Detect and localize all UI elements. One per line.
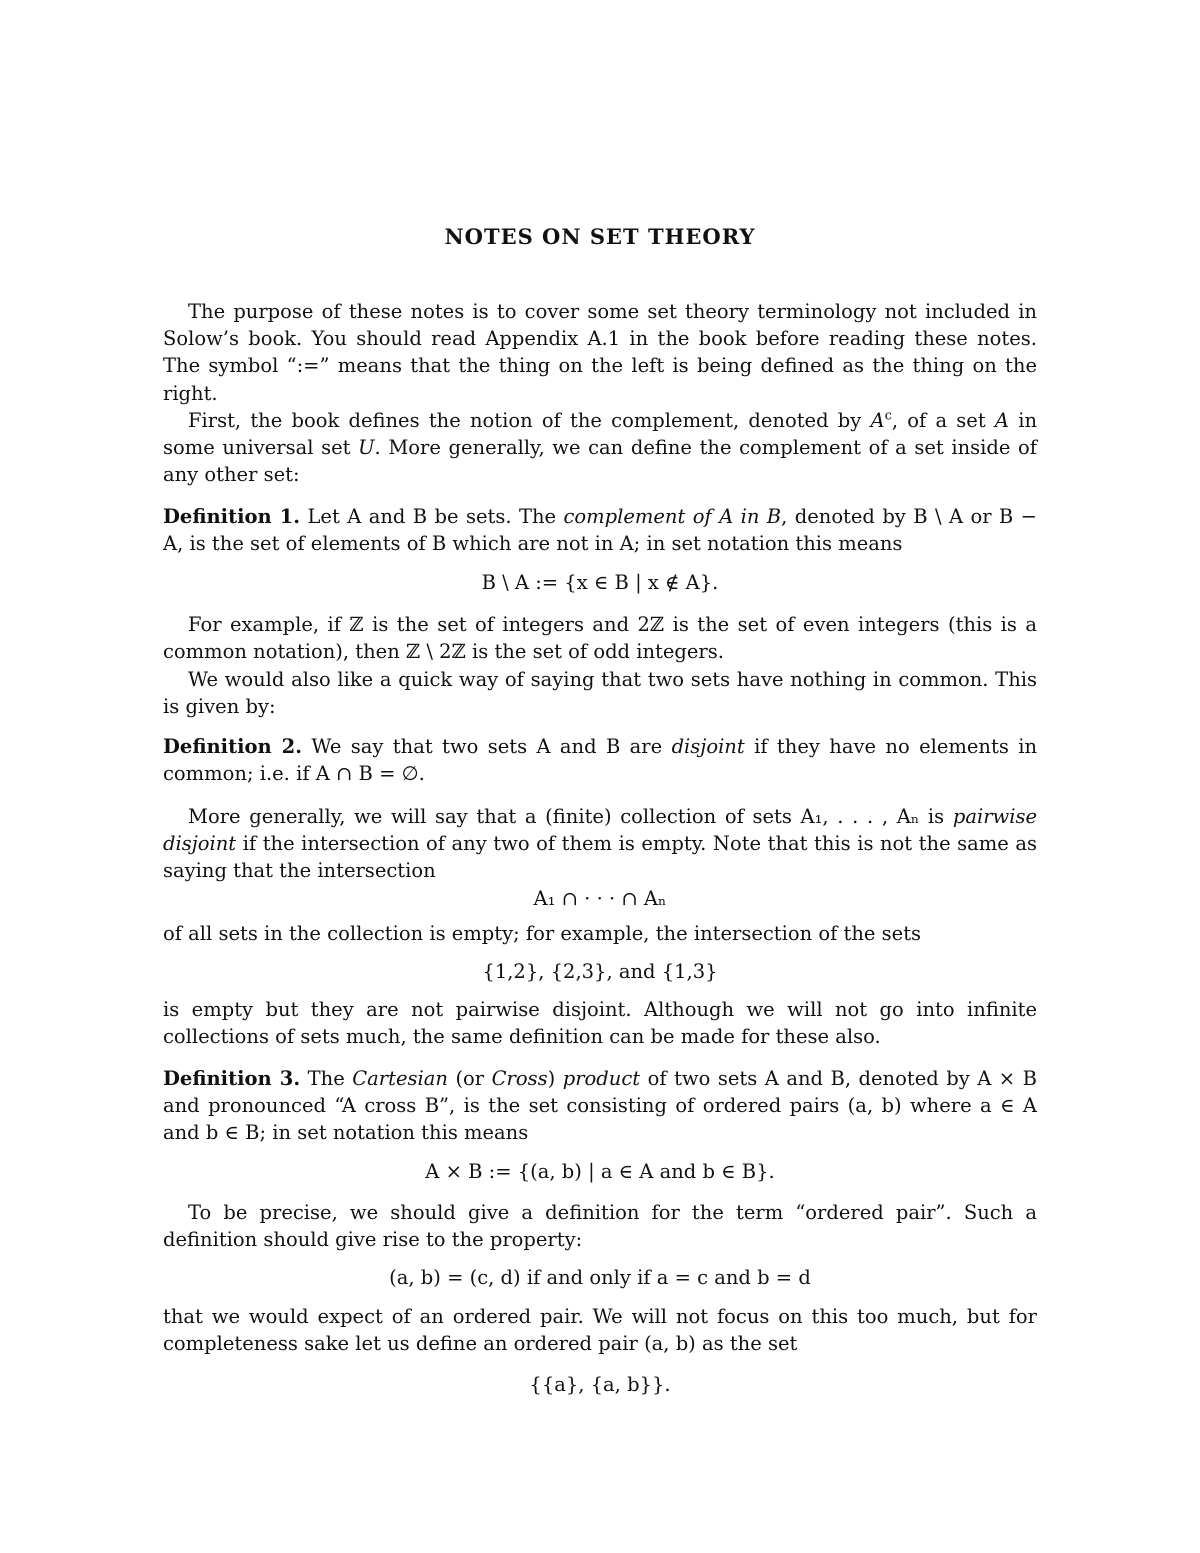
- precise-paragraph: To be precise, we should give a definition for the term “ordered pair”. Such a definition should give rise to the property:: [163, 1201, 1037, 1252]
- definition-3-formula: A × B := {(a, b) | a ∈ A and b ∈ B}.: [425, 1160, 775, 1183]
- intersection-formula: A₁ ∩ · · · ∩ Aₙ: [533, 887, 667, 910]
- quick-way-paragraph: We would also like a quick way of saying that two sets have nothing in common. This is given by:: [163, 668, 1037, 719]
- definition-1-formula: B \ A := {x ∈ B | x ∉ A}.: [481, 571, 719, 594]
- pairwise-paragraph: More generally, we will say that a (finite) collection of sets A₁, . . . , Aₙ is pairwise disjoint if the intersection of any two of them is empty. Note that this is not the same as saying that the intersection: [163, 805, 1037, 883]
- definition-2-term: disjoint: [671, 735, 745, 758]
- definition-3: Definition 3. The Cartesian (or Cross) product of two sets A and B, denoted by A × B and pronounced “A cross B”, is the set consisting of ordered pairs (a, b) where a ∈ A and b ∈ B; in set notation this means: [163, 1067, 1037, 1145]
- definition-1-label: Definition 1.: [163, 505, 301, 528]
- complement-paragraph: First, the book defines the notion of the complement, denoted by $A^c$, of a set A in some universal set U. More generally, we can define the complement of a set inside of any other set:: [163, 408, 1038, 487]
- expect-paragraph: that we would expect of an ordered pair. We will not focus on this too much, but for completeness sake let us define an ordered pair (a, b) as the set: [163, 1305, 1037, 1356]
- sets-formula: {1,2}, {2,3}, and {1,3}: [482, 960, 718, 983]
- definition-1-term: complement of A in B: [563, 505, 782, 528]
- pair-property-formula: (a, b) = (c, d) if and only if a = c and b = d: [389, 1266, 811, 1289]
- page-title: NOTES ON SET THEORY: [444, 224, 756, 249]
- definition-2-label: Definition 2.: [163, 735, 303, 758]
- example-paragraph: For example, if ℤ is the set of integers and 2ℤ is the set of even integers (this is a common notation), then ℤ \ 2ℤ is the set of odd integers.: [163, 613, 1037, 664]
- pair-set-formula: {{a}, {a, b}}.: [529, 1373, 671, 1396]
- intro-paragraph: The purpose of these notes is to cover some set theory terminology not included in Solow’s book. You should read Appendix A.1 in the book before reading these notes. The symbol “:=” means that the thing on the left is being defined as the thing on the right.: [163, 300, 1037, 405]
- all-sets-paragraph: of all sets in the collection is empty; for example, the intersection of the sets: [163, 922, 922, 945]
- definition-2: Definition 2. We say that two sets A and B are disjoint if they have no elements in common; i.e. if A ∩ B = ∅.: [163, 735, 1037, 786]
- empty-paragraph: is empty but they are not pairwise disjoint. Although we will not go into infinite collections of sets much, the same definition can be made for these also.: [163, 998, 1037, 1049]
- definition-3-label: Definition 3.: [163, 1067, 301, 1090]
- definition-1: Definition 1. Let A and B be sets. The complement of A in B, denoted by B \ A or B − A, is the set of elements of B which are not in A; in set notation this means: [163, 505, 1038, 556]
